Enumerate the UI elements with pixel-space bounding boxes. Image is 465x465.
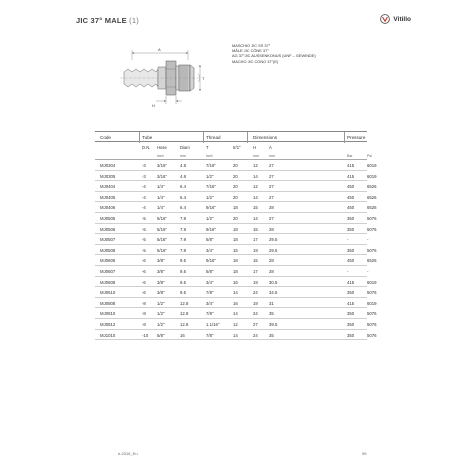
cell-dn: -8 (142, 321, 146, 327)
table-row (95, 319, 377, 330)
cell-hose: 5/16" (157, 215, 167, 221)
cell-dn: -5 (142, 247, 146, 253)
table-row (95, 224, 377, 235)
cell-tpi: 14 (233, 332, 238, 338)
cell-tpi: 18 (233, 258, 238, 264)
cell-t: 1.1/16" (206, 321, 220, 327)
table-group-header (95, 131, 367, 142)
table-row (95, 308, 377, 319)
cell-psi: 6526 (367, 258, 377, 264)
table-body (95, 160, 377, 340)
fitting-technical-drawing (118, 44, 228, 110)
cell-hose: 1/2" (157, 300, 165, 306)
cell-diam: 4.8 (180, 163, 186, 168)
cell-diam: 6.4 (180, 205, 186, 211)
title-text: JIC 37° MALE (76, 16, 127, 25)
cell-bar: 350 (347, 290, 355, 296)
header-thread: Thread (206, 134, 221, 140)
cell-hose: 3/16" (157, 173, 167, 179)
cell-code: MJ0508 (100, 247, 116, 253)
cell-psi: 6019 (367, 173, 377, 179)
cell-psi: 6019 (367, 163, 377, 168)
cell-t: 7/16" (206, 184, 216, 190)
cell-dn: -8 (142, 300, 146, 306)
header-diam: Diam (180, 145, 190, 150)
cell-t: 7/8" (206, 290, 214, 296)
cell-code: MJ0506 (100, 226, 116, 232)
table-unit-header (95, 152, 372, 160)
cell-code: MJ0812 (100, 321, 116, 327)
cell-tpi: 20 (233, 163, 238, 168)
cell-h: 17 (253, 268, 258, 274)
cell-diam: 9.5 (180, 279, 186, 285)
cell-hose: 5/16" (157, 226, 167, 232)
header-code: Code (100, 134, 111, 140)
cell-hose: 3/8" (157, 290, 165, 296)
table-row (95, 330, 377, 341)
cell-h: 15 (253, 226, 258, 232)
cell-psi: - (367, 268, 369, 274)
table-row (95, 234, 367, 245)
cell-code: MJ0808 (100, 300, 116, 306)
table-row (95, 298, 377, 309)
unit-psi: Psi (367, 154, 372, 158)
cell-tpi: 18 (233, 226, 238, 232)
cell-t: 3/4" (206, 300, 214, 306)
cell-a: 31 (269, 300, 274, 306)
cell-bar: 350 (347, 321, 355, 327)
cell-bar: 450 (347, 258, 355, 264)
cell-h: 14 (253, 173, 258, 179)
cell-t: 9/16" (206, 226, 216, 232)
cell-dn: -6 (142, 268, 146, 274)
cell-hose: 3/8" (157, 258, 165, 264)
desc-french: MÂLE JIC CÔNE 37° (232, 48, 269, 54)
cell-code: MJ0610 (100, 290, 116, 296)
cell-tpi: 20 (233, 215, 238, 221)
cell-diam: 9.5 (180, 290, 186, 296)
cell-diam: 12.8 (180, 300, 189, 306)
header-tube: Tube (142, 134, 153, 140)
desc-german: AG 37°JIC AUSSENKONUS (UNF – GEWINDE) (232, 53, 316, 59)
table-sub-header (95, 142, 367, 152)
cell-code: MJ0406 (100, 205, 116, 211)
cell-dn: -6 (142, 279, 146, 285)
unit-bar: Bar (347, 154, 353, 158)
cell-t: 1/2" (206, 215, 214, 221)
header-t: T (206, 145, 209, 150)
table-row (95, 160, 377, 171)
cell-a: 28 (269, 226, 274, 232)
cell-bar: 450 (347, 205, 355, 211)
cell-diam: 6.4 (180, 184, 186, 190)
cell-tpi: 20 (233, 194, 238, 200)
cell-h: 24 (253, 311, 258, 317)
cell-tpi: 16 (233, 300, 238, 306)
label-h: H (152, 103, 155, 108)
cell-psi: - (367, 237, 369, 243)
table-row (95, 266, 367, 277)
header-dn: D.N. (142, 145, 151, 150)
cell-a: 29.5 (269, 237, 278, 243)
cell-tpi: 18 (233, 268, 238, 274)
cell-diam: 7.9 (180, 247, 186, 253)
cell-code: MJ0404 (100, 184, 116, 190)
header-pressure: Pressure (347, 134, 366, 140)
cell-psi: 6526 (367, 194, 377, 200)
cell-psi: 5076 (367, 311, 377, 317)
cell-bar: 450 (347, 184, 355, 190)
table-row (95, 171, 377, 182)
cell-t: 3/4" (206, 247, 214, 253)
cell-dn: -4 (142, 194, 146, 200)
cell-h: 12 (253, 184, 258, 190)
cell-t: 1/2" (206, 194, 214, 200)
cell-bar: 350 (347, 226, 355, 232)
cell-a: 27 (269, 194, 274, 200)
cell-code: MJ0606 (100, 258, 116, 264)
cell-dn: -5 (142, 237, 146, 243)
cell-hose: 3/8" (157, 268, 165, 274)
cell-code: MJ0305 (100, 173, 116, 179)
cell-dn: -6 (142, 290, 146, 296)
unit-t: inch (206, 154, 213, 158)
cell-t: 5/8" (206, 237, 214, 243)
cell-t: 9/16" (206, 205, 216, 211)
cell-dn: -3 (142, 173, 146, 179)
cell-code: MJ0608 (100, 279, 116, 285)
cell-diam: 9.5 (180, 268, 186, 274)
header-hose: Hose (157, 145, 167, 150)
cell-h: 24 (253, 332, 258, 338)
cell-h: 27 (253, 321, 258, 327)
cell-t: 1/2" (206, 173, 214, 179)
cell-diam: 12.8 (180, 311, 189, 317)
cell-psi: 6526 (367, 205, 377, 211)
cell-diam: 7.9 (180, 237, 186, 243)
cell-a: 27 (269, 215, 274, 221)
cell-dn: -4 (142, 205, 146, 211)
cell-diam: 16 (180, 332, 185, 338)
cell-bar: 350 (347, 332, 355, 338)
table-row (95, 181, 377, 192)
cell-code: MJ0304 (100, 163, 116, 168)
cell-psi: 5076 (367, 247, 377, 253)
cell-tpi: 14 (233, 311, 238, 317)
cell-a: 28 (269, 258, 274, 264)
cell-psi: 6019 (367, 279, 377, 285)
cell-h: 24 (253, 290, 258, 296)
product-description (232, 43, 316, 64)
cell-a: 27 (269, 184, 274, 190)
cell-tpi: 20 (233, 173, 238, 179)
cell-dn: -4 (142, 184, 146, 190)
page-number: 99 (362, 451, 367, 456)
cell-bar: 415 (347, 163, 355, 168)
cell-tpi: 15 (233, 247, 238, 253)
cell-h: 14 (253, 215, 258, 221)
unit-hose: inch (157, 154, 164, 158)
cell-a: 39.5 (269, 321, 278, 327)
cell-a: 34.5 (269, 290, 278, 296)
cell-psi: 6019 (367, 300, 377, 306)
cell-bar: 350 (347, 311, 355, 317)
cell-bar: - (347, 268, 349, 274)
brand-logo (380, 14, 411, 24)
cell-diam: 4.8 (180, 173, 186, 179)
cell-psi: 5076 (367, 226, 377, 232)
unit-diam: mm (180, 154, 186, 158)
cell-a: 28 (269, 205, 274, 211)
cell-bar: - (347, 237, 349, 243)
cell-tpi: 14 (233, 290, 238, 296)
cell-code: MJ0507 (100, 237, 116, 243)
cell-a: 35 (269, 332, 274, 338)
cell-psi: 5076 (367, 215, 377, 221)
label-t: T (202, 76, 205, 81)
table-row (95, 277, 377, 288)
unit-h: mm (253, 154, 259, 158)
cell-psi: 5076 (367, 321, 377, 327)
cell-tpi: 16 (233, 279, 238, 285)
cell-dn: -10 (142, 332, 149, 338)
header-h: H (253, 145, 257, 150)
cell-diam: 6.4 (180, 194, 186, 200)
header-a: A (269, 145, 272, 150)
label-a: A (158, 47, 161, 52)
desc-spanish: MACHO JIC CONO 37°(E) (232, 58, 279, 64)
header-dimensions: Dimensions (253, 134, 277, 140)
cell-hose: 3/8" (157, 279, 165, 285)
cell-dn: -6 (142, 258, 146, 264)
cell-a: 29.5 (269, 247, 278, 253)
cell-code: MJ1010 (100, 332, 116, 338)
cell-hose: 3/16" (157, 163, 167, 168)
desc-italian: MASCHIO JIC SS 37° (232, 43, 271, 48)
cell-bar: 415 (347, 300, 355, 306)
cell-h: 19 (253, 247, 258, 253)
table-row (95, 192, 377, 203)
cell-bar: 450 (347, 194, 355, 200)
table-row (95, 245, 377, 256)
cell-hose: 1/2" (157, 311, 165, 317)
cell-h: 19 (253, 279, 258, 285)
cell-h: 15 (253, 205, 258, 211)
cell-hose: 5/16" (157, 237, 167, 243)
cell-h: 12 (253, 163, 258, 168)
table-row (95, 213, 377, 224)
cell-a: 30.5 (269, 279, 278, 285)
cell-code: MJ0505 (100, 215, 116, 221)
cell-a: 35 (269, 311, 274, 317)
table-row (95, 287, 377, 298)
page-title (76, 16, 139, 25)
cell-bar: 350 (347, 247, 355, 253)
unit-a: mm (269, 154, 275, 158)
cell-t: 7/16" (206, 163, 216, 168)
cell-a: 27 (269, 163, 274, 168)
cell-bar: 415 (347, 173, 355, 179)
cell-diam: 12.8 (180, 321, 189, 327)
cell-psi: 5076 (367, 290, 377, 296)
cell-hose: 1/4" (157, 194, 165, 200)
cell-dn: -5 (142, 215, 146, 221)
cell-dn: -5 (142, 226, 146, 232)
cell-tpi: 18 (233, 237, 238, 243)
specs-table (95, 131, 377, 340)
table-row (95, 255, 377, 266)
cell-h: 17 (253, 237, 258, 243)
cell-hose: 1/4" (157, 184, 165, 190)
cell-h: 15 (253, 258, 258, 264)
cell-t: 7/8" (206, 332, 214, 338)
cell-h: 19 (253, 300, 258, 306)
table-row (95, 202, 377, 213)
cell-psi: 6526 (367, 184, 377, 190)
cell-t: 5/8" (206, 268, 214, 274)
cell-h: 14 (253, 194, 258, 200)
cell-hose: 5/8" (157, 332, 165, 338)
cell-tpi: 12 (233, 321, 238, 327)
cell-a: 27 (269, 173, 274, 179)
brand-name: Vitillo (393, 15, 411, 23)
cell-hose: 5/16" (157, 247, 167, 253)
footer-catalog-code: e-2016_Eu (118, 451, 138, 456)
cell-diam: 9.5 (180, 258, 186, 264)
cell-t: 9/16" (206, 258, 216, 264)
header-tpi: tr/1" (233, 145, 241, 150)
cell-bar: 415 (347, 279, 355, 285)
cell-diam: 7.9 (180, 215, 186, 221)
cell-code: MJ0810 (100, 311, 116, 317)
cell-diam: 7.9 (180, 226, 186, 232)
cell-hose: 1/4" (157, 205, 165, 211)
cell-tpi: 20 (233, 184, 238, 190)
cell-dn: -3 (142, 163, 146, 168)
cell-hose: 1/2" (157, 321, 165, 327)
cell-a: 28 (269, 268, 274, 274)
cell-tpi: 18 (233, 205, 238, 211)
cell-dn: -8 (142, 311, 146, 317)
cell-code: MJ0405 (100, 194, 116, 200)
cell-t: 7/8" (206, 311, 214, 317)
cell-t: 3/4" (206, 279, 214, 285)
title-suffix: (1) (129, 16, 139, 25)
cell-psi: 5076 (367, 332, 377, 338)
cell-bar: 350 (347, 215, 355, 221)
cell-code: MJ0607 (100, 268, 116, 274)
vitillo-logo-icon (380, 14, 390, 24)
